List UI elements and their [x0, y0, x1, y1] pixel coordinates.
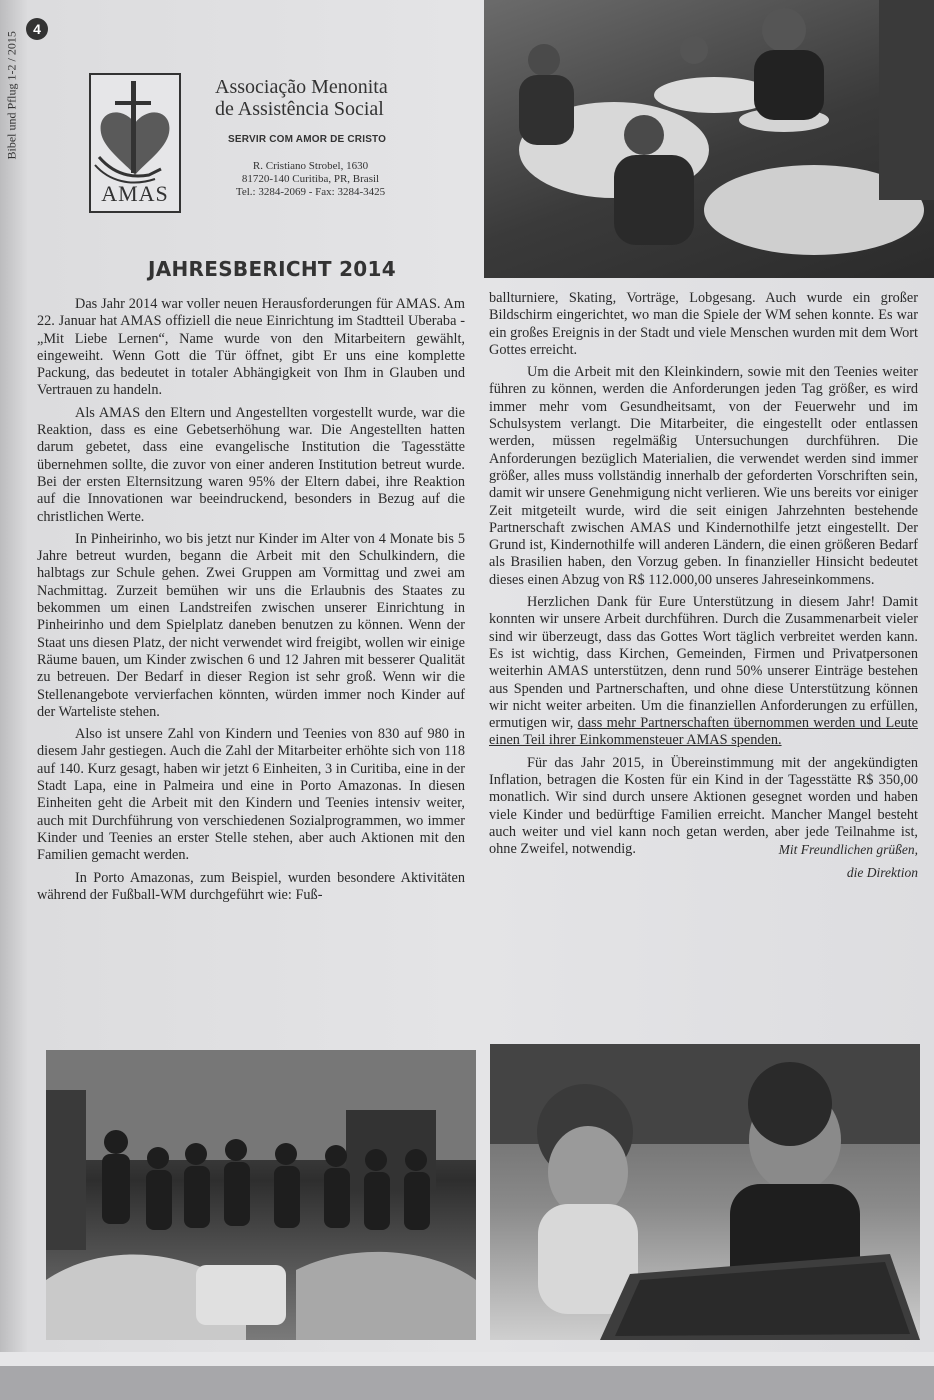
signature: die Direktion [846, 864, 918, 880]
paragraph: In Pinheirinho, wo bis jetzt nur Kinder im Alter von 4 Monate bis 5 Jahre betreut wurden, begann die Arbeit mit den Schulkindern, die halbtags zur Schule gehen. Zwei Gruppen am Vormittag und zwei am Nachmittag. Zurzeit bemühen wir uns die Erlaubnis des Staates zu bekommen um einen Landstreifen zwischen unserer Einrichtung in Pinheirinho und dem Spielplatz daneben benutzen zu können. Wenn der Staat uns diesen Platz, der nicht verwendet wird freigibt, wollen wir einige Räume bauen, um Kinder zwischen 6 und 12 Jahren mit besserer Qualität zu betreuen. Der Bedarf in dieser Region ist sehr groß. Wenn wir die Stellenangebote vervierfachen könnten, würden immer noch Kinder auf der Warteliste stehen. [37, 530, 465, 720]
org-name-line-1: Associação Menonita [215, 76, 388, 98]
address-city: 81720-140 Curitiba, PR, Brasil [241, 173, 380, 185]
paragraph: Also ist unsere Zahl von Kindern und Teenies von 830 auf 980 in diesem Jahr gestiegen. Auch die Zahl der Mitarbeiter erhöhte sich von 118 auf 140. Kurz gesagt, haben wir jetzt 6 Einheiten, 3 in Curitiba, eine in der Stadt Lapa, eine in Palmeira und eine in Porto Amazonas. In diesen Einheiten geht die Arbeit mit den Kindern und Teenies intensiv weiter, auch mit Durchführung von verschiedenen Sozialprogrammen, wo immer Kinder und Teenies an erster Stelle stehen, aber auch Aktionen mit den Familien gemacht werden. [37, 726, 465, 864]
paragraph: Als AMAS den Eltern und Angestellten vorgestellt wurde, war die Reaktion, dass es eine Gebetserhöhung war. Die Angestellten hatten darum gebetet, dass eine evangelische Institution die Tagesstätte übernehmen sollte, die zuvor von einer anderen Institution betreut wurde. Bei der ersten Elternsitzung waren 95% der Eltern dabei, ihre Reaktion auf die Innovationen war beeindruckend, besonders in Bezug auf die christlichen Werte. [37, 404, 465, 525]
page-bottom-fold [0, 1352, 934, 1366]
side-label: Bibel und Pflug 1-2 / 2015 [4, 31, 19, 160]
paragraph: In Porto Amazonas, zum Beispiel, wurden besondere Aktivitäten während der Fußball-WM durchgeführt wie: Fuß- [37, 869, 465, 903]
article-title: JAHRESBERICHT 2014 [148, 257, 396, 281]
amas-logo [89, 73, 181, 213]
paragraph-thanks [489, 594, 918, 750]
logo-text: AMAS [101, 181, 169, 206]
address-street: R. Cristiano Strobel, 1630 [252, 160, 369, 172]
paragraph [489, 755, 918, 859]
left-column [37, 296, 465, 909]
organization-address [228, 160, 393, 199]
paragraph: Um die Arbeit mit den Kleinkindern, sowie mit den Teenies weiter führen zu können, werden die Anforderungen jeden Tag größer, es wird immer mehr vom Gesundheitsamt, von der Feuerwehr und im Schulsystem verlangt. Die Mitarbeiter, die eingestellt oder entlassen werden, müssen regelmäßig Untersuchungen durchführen. Die Anforderungen bezüglich Materialien, die verwendet werden sind immer größer, alles muss vollständig innerhalb der geforderten Vorschriften sein, damit wir unsere Genehmigung nicht verlieren. Wie uns bereits vor einiger Zeit mitgeteilt wurde, wird die seit einigen Jahrzehnten bestehende Partnerschaft zwischen AMAS und Kindernothilfe jetzt eingestellt. Der Grund ist, Kindernothilfe will anderen Ländern, die einen größeren Bedarf als Brasilien haben, den Vorzug geben. In finanzieller Hinsicht bedeutet dieses einen Abzug von R$ 112.000,00 unseres Jahreseinkommens. [489, 364, 918, 588]
organization-name [215, 76, 445, 120]
paragraph-text: Für das Jahr 2015, in Übereinstimmung mit der angekündigten Inflation, betragen die Kosten für ein Kind in der Tagesstätte R$ 350,00 monatlich. Wir sind durch unsere Aktionen gesegnet worden und haben viele Kinder und bedürftige Familien erreicht. Mancher Mangel besteht auch weiter und viel kann noch getan werden, aber jede Teilnahme ist, ohne Zweifel, notwendig. [489, 754, 918, 858]
thanks-text: Herzlichen Dank für Eure Unterstützung in diesem Jahr! Damit konnten wir unsere Arbeit durchführen. Durch die Zusammenarbeit vieler sind wir überzeugt, dass das Gottes Wort täglich verbreitet werden kann. Es ist wichtig, dass Kirchen, Gemeinden, Firmen und Privatpersonen weiterhin AMAS unterstützen, denn rund 50% unserer Einträge bestehen aus Spenden und Partnerschaften, und ohne diese Unterstützung können wir nicht weiter arbeiten. Um die finanziellen Anforderungen zu erfüllen, ermutigen wir, [489, 594, 918, 732]
photo-children-flutes [46, 1050, 476, 1340]
photo-children-playing-tables [484, 0, 934, 278]
closing-greeting: Mit Freundlichen grüßen, [778, 842, 918, 858]
paragraph: Das Jahr 2014 war voller neuen Herausforderungen für AMAS. Am 22. Januar hat AMAS offiziell die neue Einrichtung im Stadtteil Uberaba - „Mit Liebe Lernen“, Name wurde von den Mitarbeitern gewählt, eingeweiht. Wenn Gott die Tür öffnet, gibt Er uns eine komplette Packung, das bedeutet in totaler Abhängigkeit von Ihm in Glauben und Vertrauen zu handeln. [37, 296, 465, 399]
paragraph: ballturniere, Skating, Vorträge, Lobgesang. Auch wurde ein großer Bildschirm eingerichtet, wo man die Spiele der WM sehen konnte. Es war ein großes Ereignis in der Stadt und viele Menschen wurden mit dem Wort Gottes erreicht. [489, 290, 918, 358]
organization-slogan: SERVIR COM AMOR DE CRISTO [228, 134, 387, 145]
address-phone: Tel.: 3284-2069 - Fax: 3284-3425 [235, 186, 386, 198]
underlined-appeal: dass mehr Partnerschaften übernommen werden und Leute einen Teil ihrer Einkommensteuer AMAS spenden. [489, 715, 919, 749]
org-name-line-2: de Assistência Social [215, 98, 384, 120]
right-column [489, 290, 918, 886]
photo-children-soil-box [490, 1044, 920, 1340]
page-number: 4 [26, 18, 48, 40]
